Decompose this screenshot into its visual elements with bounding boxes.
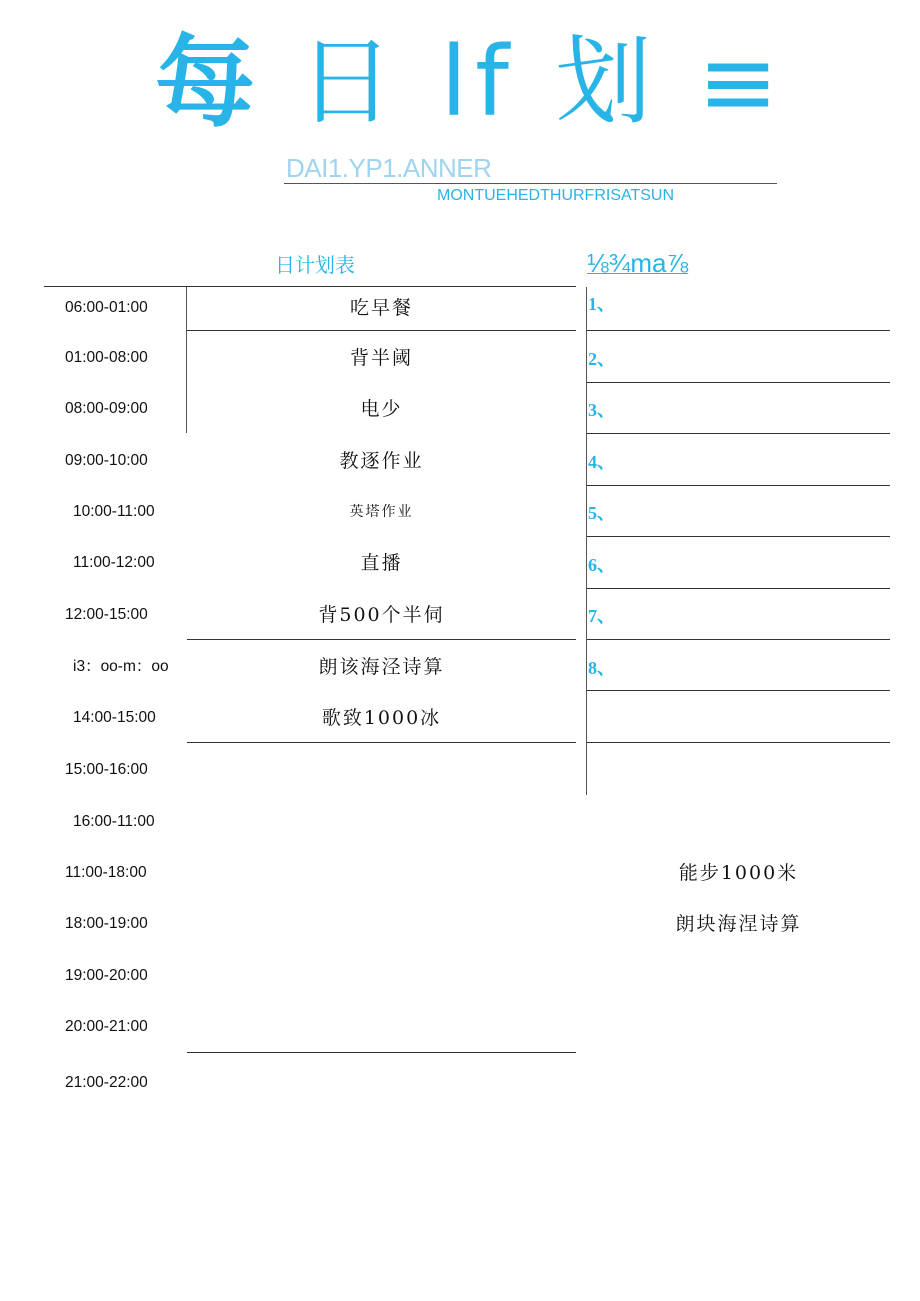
plan-heading: 日计划表 <box>275 253 355 277</box>
task-entry: 直播 <box>360 552 403 574</box>
plan-row-rule <box>187 742 576 743</box>
task-entry: 朗该海泾诗算 <box>318 656 445 678</box>
task-entry: 吃早餐 <box>349 297 413 319</box>
time-slot: 20:00-21:00 <box>65 1018 148 1035</box>
notes-item: 8、 <box>588 658 615 678</box>
time-slot: i3：oo-m：oo <box>73 658 169 675</box>
time-slot: 01:00-08:00 <box>65 349 148 366</box>
weekday-strip: MONTUEHEDTHURFRISATSUN <box>437 187 675 204</box>
task-entry: 背半阈 <box>349 347 413 369</box>
plan-row-rule <box>187 1052 576 1053</box>
notes-heading: ⅛¾ma⅞ <box>587 248 689 278</box>
notes-row-rule <box>587 536 890 537</box>
plan-top-rule <box>44 286 576 287</box>
task-entry: 教逐作业 <box>339 450 424 472</box>
time-slot: 15:00-16:00 <box>65 761 148 778</box>
time-slot: 09:00-10:00 <box>65 452 148 469</box>
time-slot: 08:00-09:00 <box>65 400 148 417</box>
time-slot: 14:00-15:00 <box>73 709 156 726</box>
time-slot: 11:00-18:00 <box>65 864 147 881</box>
notes-item: 1、 <box>588 294 615 314</box>
task-entry: 歌致1000冰 <box>321 707 442 729</box>
time-slot: 19:00-20:00 <box>65 967 148 984</box>
plan-row-rule <box>187 639 576 640</box>
notes-row-rule <box>587 433 890 434</box>
notes-row-rule <box>587 588 890 589</box>
notes-extra: 朗块海涅诗算 <box>675 913 802 935</box>
notes-row-rule <box>587 639 890 640</box>
notes-item: 3、 <box>588 400 615 420</box>
plan-row-rule <box>187 330 576 331</box>
notes-row-rule <box>587 742 890 743</box>
notes-row-rule <box>587 485 890 486</box>
notes-item: 2、 <box>588 349 615 369</box>
page-title: 日 lf 划 ≡ <box>298 26 787 138</box>
notes-item: 4、 <box>588 452 615 472</box>
time-slot: 21:00-22:00 <box>65 1074 148 1091</box>
time-slot: 10:00-11:00 <box>73 503 155 520</box>
page-subtitle: DAI1.YP1.ANNER <box>286 153 492 183</box>
notes-left-border <box>586 287 587 795</box>
notes-row-rule <box>587 690 890 691</box>
task-entry: 英塔作业 <box>349 504 414 520</box>
notes-row-rule <box>587 330 890 331</box>
header-divider <box>284 183 777 184</box>
notes-item: 6、 <box>588 555 615 575</box>
task-entry: 背500个半伺 <box>318 604 445 626</box>
time-slot: 18:00-19:00 <box>65 915 148 932</box>
notes-item: 7、 <box>588 606 615 626</box>
notes-row-rule <box>587 382 890 383</box>
notes-extra: 能步1000米 <box>678 862 799 884</box>
time-slot: 16:00-11:00 <box>73 813 155 830</box>
time-slot: 11:00-12:00 <box>73 554 155 571</box>
task-entry: 电少 <box>360 398 403 420</box>
page-title-first-char: 每 <box>155 24 255 141</box>
time-slot: 06:00-01:00 <box>65 299 148 316</box>
time-slot: 12:00-15:00 <box>65 606 148 623</box>
notes-item: 5、 <box>588 503 615 523</box>
